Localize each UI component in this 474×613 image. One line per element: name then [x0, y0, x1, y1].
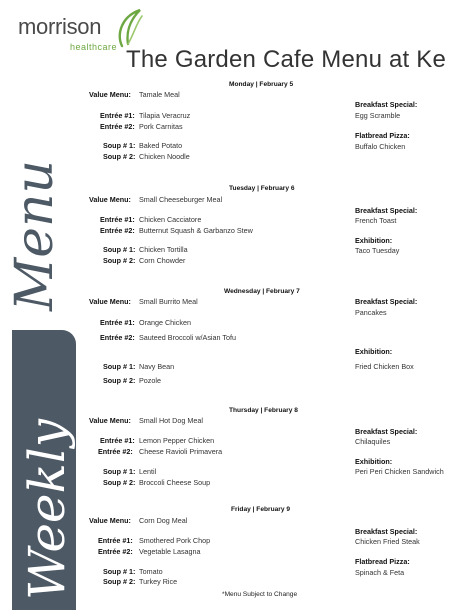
entree1-label: Entrée #1: [98, 536, 133, 545]
soup2-label: Soup # 2: [103, 478, 136, 487]
value-menu-label: Value Menu: [89, 297, 131, 306]
soup1-label: Soup # 1: [103, 141, 136, 150]
soup2-label: Soup # 2: [103, 256, 136, 265]
logo-subtitle: healthcare [70, 42, 118, 52]
breakfast-special-item: Pancakes [355, 308, 387, 317]
breakfast-special-item: French Toast [355, 216, 397, 225]
soup1-item: Tomato [139, 567, 163, 576]
value-menu-label: Value Menu: [89, 516, 131, 525]
entree1-label: Entrée #1: [100, 111, 135, 120]
entree1-item: Tilapia Veracruz [139, 111, 191, 120]
exhibition-label: Exhibition: [355, 347, 393, 356]
entree2-item: Pork Carnitas [139, 122, 183, 131]
sidebar-menu-text: Menu [5, 160, 65, 311]
entree1-item: Orange Chicken [139, 318, 191, 327]
day-header: Tuesday | February 6 [229, 185, 295, 192]
value-menu-label: Value Menu: [89, 195, 131, 204]
flatbread-pizza-item: Spinach & Feta [355, 568, 405, 577]
soup2-label: Soup # 2: [103, 376, 136, 385]
value-menu-label: Value Menu: [89, 90, 131, 99]
flatbread-pizza-item: Buffalo Chicken [355, 142, 406, 151]
entree2-label: Entrée #2: [98, 447, 133, 456]
entree2-label: Entrée #2: [100, 122, 135, 131]
soup1-item: Baked Potato [139, 141, 183, 150]
soup1-item: Lentil [139, 467, 157, 476]
exhibition-item: Taco Tuesday [355, 246, 400, 255]
sidebar-weekly-panel [12, 330, 76, 610]
page-title: The Garden Cafe Menu at Ke [126, 46, 447, 73]
breakfast-special-label: Breakfast Special: [355, 527, 418, 536]
breakfast-special-label: Breakfast Special: [355, 206, 418, 215]
soup1-item: Navy Bean [139, 362, 175, 371]
flatbread-pizza-label: Flatbread Pizza: [355, 557, 410, 566]
entree2-label: Entrée #2: [100, 226, 135, 235]
soup2-item: Broccoli Cheese Soup [139, 478, 211, 487]
breakfast-special-item: Egg Scramble [355, 111, 401, 120]
day-header: Friday | February 9 [231, 506, 291, 513]
exhibition-label: Exhibition: [355, 236, 393, 245]
flatbread-pizza-label: Flatbread Pizza: [355, 131, 410, 140]
day-header: Thursday | February 8 [229, 407, 298, 414]
value-menu-item: Tamale Meal [139, 90, 180, 99]
breakfast-special-item: Chicken Fried Steak [355, 537, 420, 546]
day-header: Monday | February 5 [229, 81, 294, 88]
soup1-item: Chicken Tortilla [139, 245, 188, 254]
exhibition-item: Fried Chicken Box [355, 362, 414, 371]
value-menu-item: Small Cheeseburger Meal [139, 195, 223, 204]
sidebar-weekly-text: Weekly [18, 418, 76, 600]
value-menu-label: Value Menu: [89, 416, 131, 425]
entree2-item: Vegetable Lasagna [139, 547, 201, 556]
entree1-label: Entrée #1: [100, 436, 135, 445]
day-header: Wednesday | February 7 [224, 288, 300, 295]
soup1-label: Soup # 1: [103, 467, 136, 476]
entree2-label: Entrée #2: [98, 547, 133, 556]
soup2-item: Pozole [139, 376, 161, 385]
soup2-item: Chicken Noodle [139, 152, 190, 161]
entree1-label: Entrée #1: [100, 215, 135, 224]
soup1-label: Soup # 1: [103, 362, 136, 371]
logo-wordmark: morrison [18, 14, 102, 39]
soup2-label: Soup # 2: [103, 577, 136, 586]
breakfast-special-label: Breakfast Special: [355, 427, 418, 436]
exhibition-item: Peri Peri Chicken Sandwich [355, 467, 444, 476]
entree1-item: Lemon Pepper Chicken [139, 436, 215, 445]
entree1-label: Entrée #1: [100, 318, 135, 327]
soup2-label: Soup # 2: [103, 152, 136, 161]
entree2-item: Sauteed Broccoli w/Asian Tofu [139, 333, 236, 342]
exhibition-label: Exhibition: [355, 457, 393, 466]
value-menu-item: Small Hot Dog Meal [139, 416, 203, 425]
breakfast-special-label: Breakfast Special: [355, 100, 418, 109]
soup1-label: Soup # 1: [103, 245, 136, 254]
breakfast-special-label: Breakfast Special: [355, 297, 418, 306]
soup2-item: Turkey Rice [139, 577, 178, 586]
soup2-item: Corn Chowder [139, 256, 186, 265]
sidebar-menu-word [4, 145, 68, 315]
breakfast-special-item: Chilaquiles [355, 437, 391, 446]
entree2-item: Cheese Ravioli Primavera [139, 447, 223, 456]
value-menu-item: Small Burrito Meal [139, 297, 198, 306]
entree1-item: Chicken Cacciatore [139, 215, 202, 224]
value-menu-item: Corn Dog Meal [139, 516, 188, 525]
soup1-label: Soup # 1: [103, 567, 136, 576]
entree1-item: Smothered Pork Chop [139, 536, 211, 545]
footer-note: *Menu Subject to Change [222, 591, 298, 598]
entree2-label: Entrée #2: [100, 333, 135, 342]
leaf-swoosh-icon [112, 8, 146, 50]
entree2-item: Butternut Squash & Garbanzo Stew [139, 226, 253, 235]
